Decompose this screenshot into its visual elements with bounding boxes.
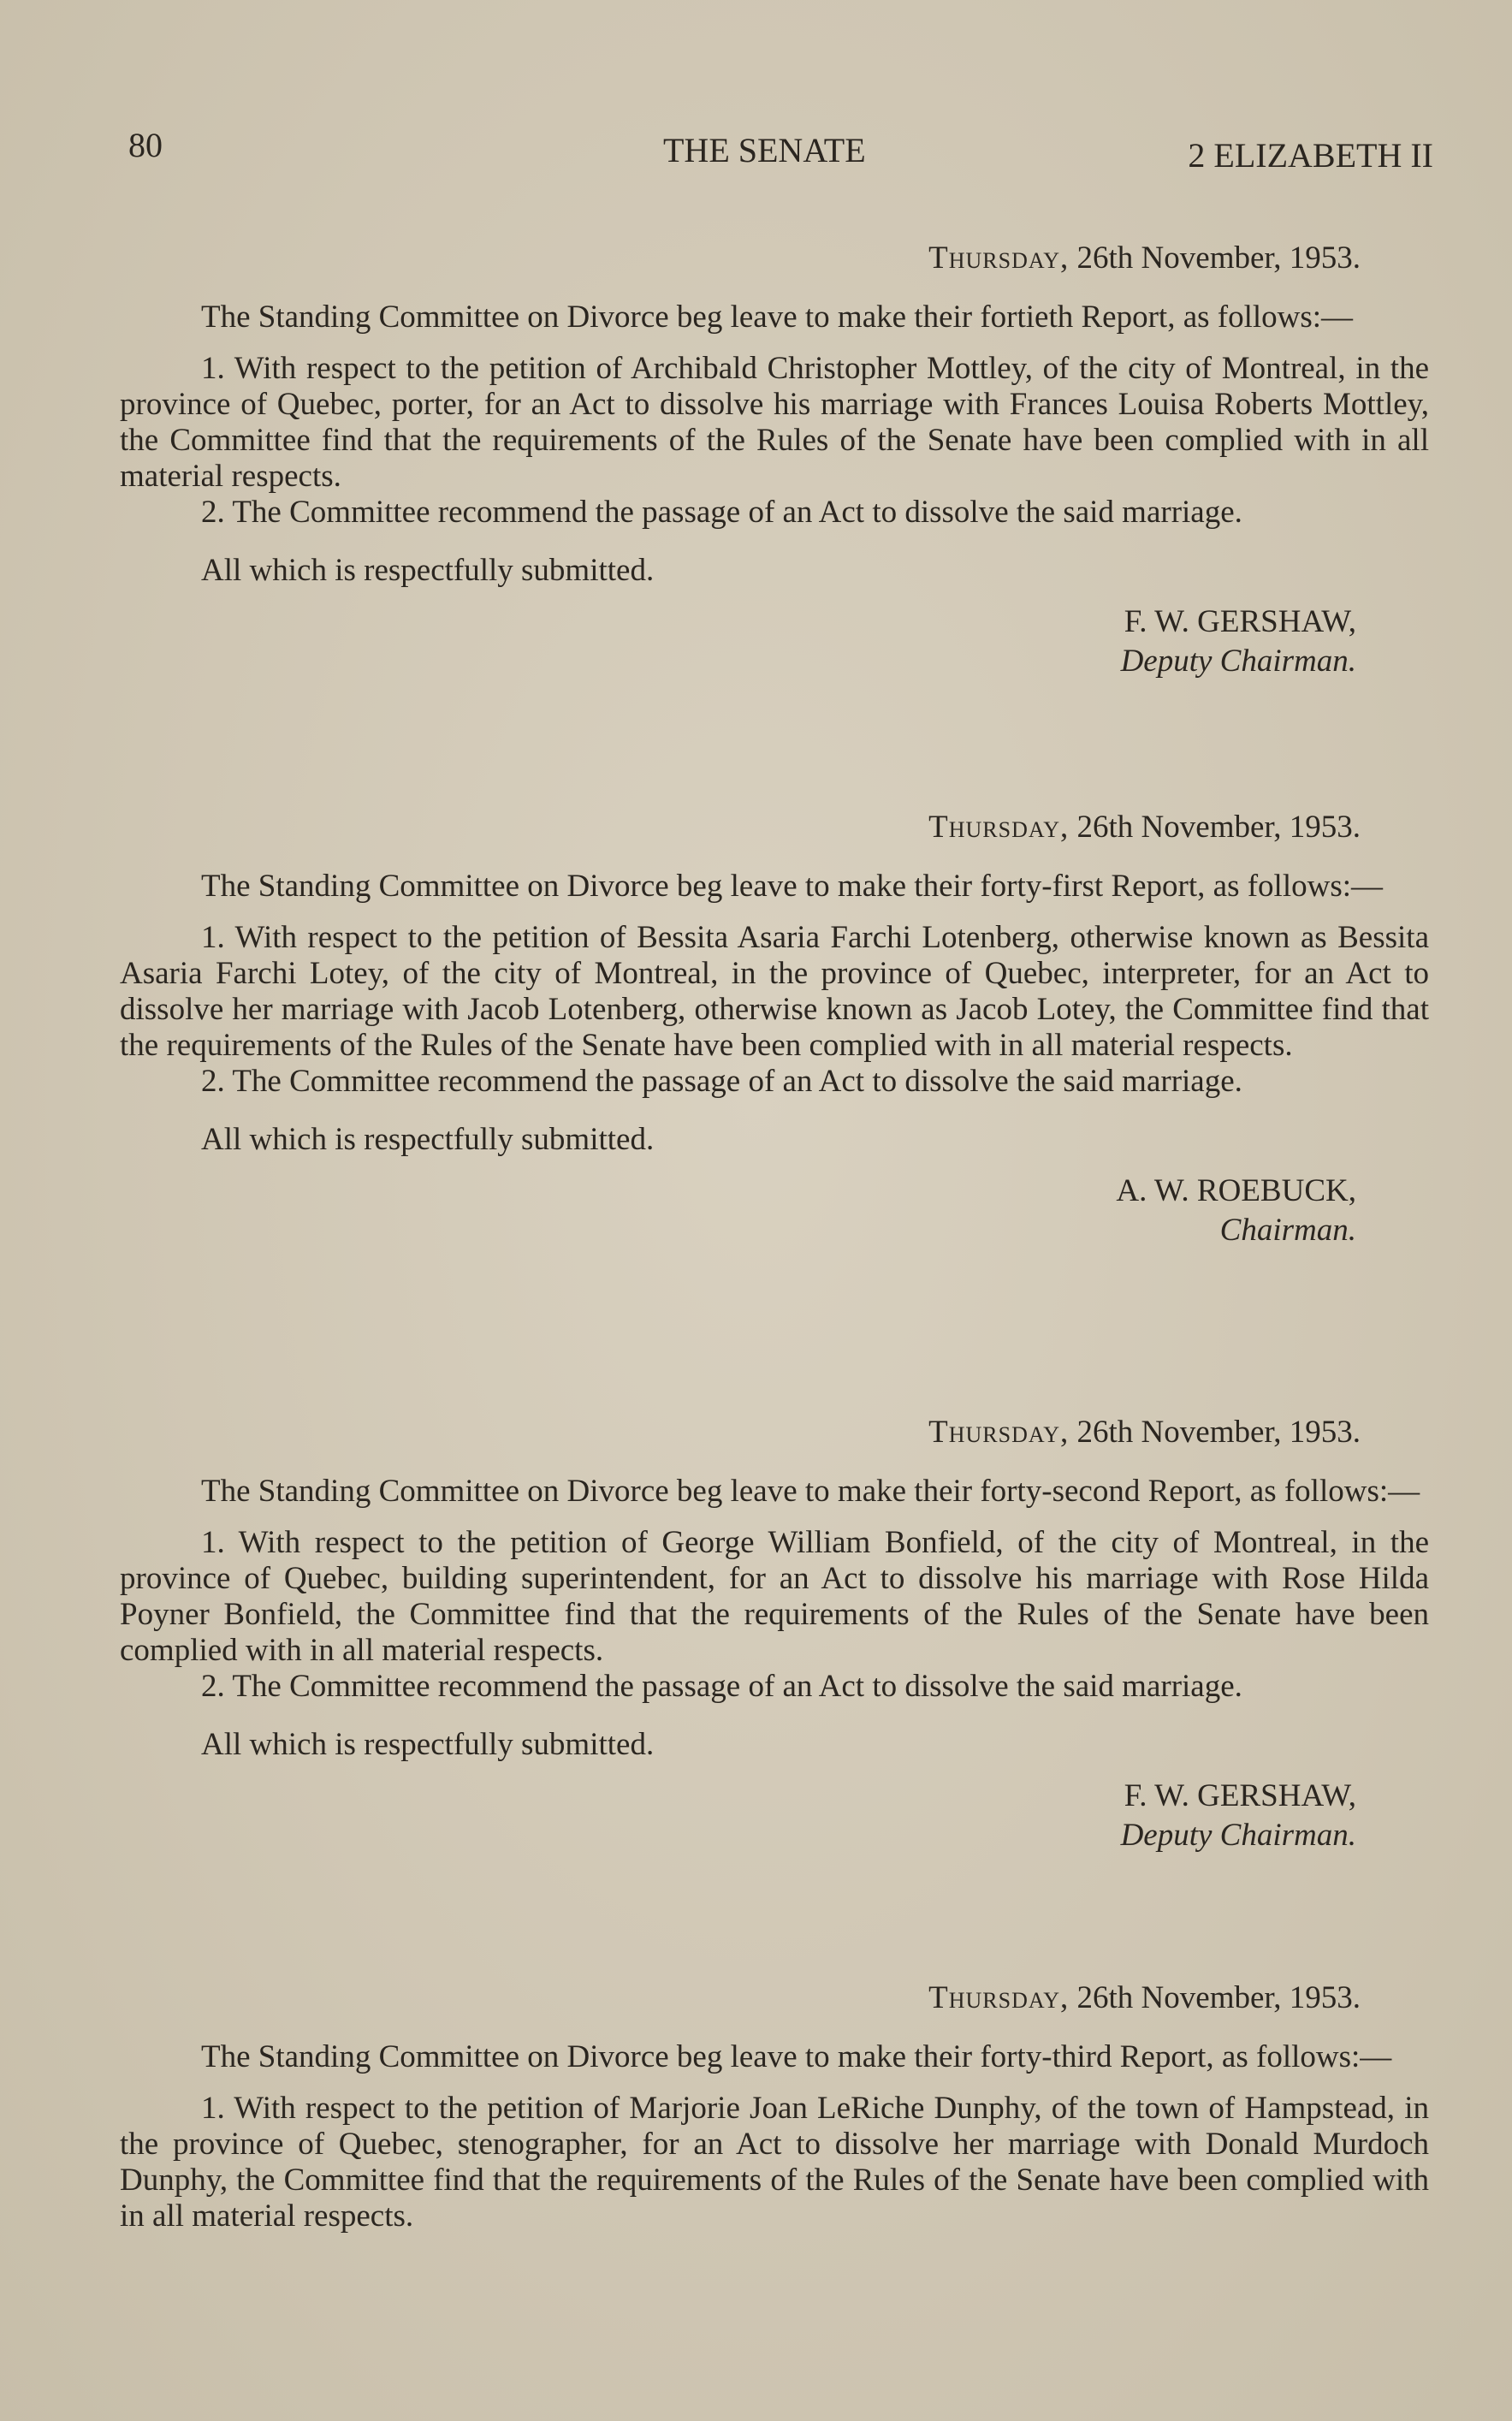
report-item-2: 2. The Committee recommend the passage of an Act to dissolve the said marriage. bbox=[201, 1064, 1242, 1099]
page-number: 80 bbox=[128, 126, 163, 164]
signature-block bbox=[120, 602, 1429, 681]
signer-role: Chairman. bbox=[1219, 1213, 1356, 1248]
signer-role: Deputy Chairman. bbox=[1120, 1818, 1356, 1853]
report-day: Thursday, bbox=[928, 1980, 1070, 2015]
signer-name: F. W. GERSHAW, bbox=[1124, 604, 1356, 639]
running-header bbox=[128, 120, 1433, 175]
report-forty-first bbox=[120, 809, 1429, 1250]
report-day: Thursday, bbox=[928, 810, 1070, 845]
signature-block bbox=[120, 1172, 1429, 1250]
report-item-1: 1. With respect to the petition of Archibald Christopher Mottley, of the city of Montreal, in the province of Quebec, porter, for an Act to dissolve his marriage with Frances Louisa Roberts Mottley, the Committee find that the requirements of the Rules of the Senate have been complied with in all material respects. bbox=[120, 351, 1429, 494]
report-intro: The Standing Committee on Divorce beg leave to make their forty-second Report, as follows:— bbox=[201, 1474, 1420, 1509]
report-date-text: 26th November, 1953. bbox=[1076, 1415, 1361, 1450]
signer-name: A. W. ROEBUCK, bbox=[1116, 1173, 1356, 1208]
report-date bbox=[120, 1414, 1429, 1451]
report-closing: All which is respectfully submitted. bbox=[201, 1727, 655, 1762]
report-item-2: 2. The Committee recommend the passage of an Act to dissolve the said marriage. bbox=[201, 495, 1242, 530]
report-forty-second bbox=[120, 1414, 1429, 1855]
report-item-1: 1. With respect to the petition of Marjorie Joan LeRiche Dunphy, of the town of Hampstead, in the province of Quebec, stenographer, for an Act to dissolve her marriage with Donald Murdoch Dunphy, the Committee find that the requirements of the Rules of the Senate have been complied with in all material respects. bbox=[120, 2091, 1429, 2234]
report-date bbox=[120, 809, 1429, 846]
report-date-text: 26th November, 1953. bbox=[1076, 1980, 1361, 2015]
report-closing: All which is respectfully submitted. bbox=[201, 1122, 655, 1157]
report-date-text: 26th November, 1953. bbox=[1076, 810, 1361, 845]
signer-name: F. W. GERSHAW, bbox=[1124, 1778, 1356, 1813]
report-date bbox=[120, 240, 1429, 277]
report-item-1: 1. With respect to the petition of George William Bonfield, of the city of Montreal, in the province of Quebec, building superintendent, for an Act to dissolve his marriage with Rose Hilda Poyner Bonfield, the Committee find that the requirements of the Rules of the Senate have been complied with in all material respects. bbox=[120, 1525, 1429, 1668]
report-item-1: 1. With respect to the petition of Bessita Asaria Farchi Lotenberg, otherwise known as Bessita Asaria Farchi Lotey, of the city of Montreal, in the province of Quebec, interpreter, for an Act to dissolve her marriage with Jacob Lotenberg, otherwise known as Jacob Lotey, the Committee find that the requirements of the Rules of the Senate have been complied with in all material respects. bbox=[120, 920, 1429, 1063]
report-date bbox=[120, 1979, 1429, 2017]
report-forty-third bbox=[120, 1979, 1429, 2234]
report-day: Thursday, bbox=[928, 1415, 1070, 1450]
report-item-2: 2. The Committee recommend the passage of an Act to dissolve the said marriage. bbox=[201, 1669, 1242, 1704]
report-closing: All which is respectfully submitted. bbox=[201, 553, 655, 588]
report-day: Thursday, bbox=[928, 240, 1070, 276]
report-date-text: 26th November, 1953. bbox=[1076, 240, 1361, 276]
signature-block bbox=[120, 1777, 1429, 1855]
report-intro: The Standing Committee on Divorce beg leave to make their forty-third Report, as follows:— bbox=[201, 2039, 1392, 2074]
report-intro: The Standing Committee on Divorce beg leave to make their forty-first Report, as follows:— bbox=[201, 869, 1383, 904]
regnal-year: 2 ELIZABETH II bbox=[1188, 136, 1433, 175]
journal-title: THE SENATE bbox=[663, 131, 866, 169]
report-intro: The Standing Committee on Divorce beg leave to make their fortieth Report, as follows:— bbox=[201, 300, 1354, 335]
report-fortieth bbox=[120, 240, 1429, 681]
signer-role: Deputy Chairman. bbox=[1120, 644, 1356, 679]
